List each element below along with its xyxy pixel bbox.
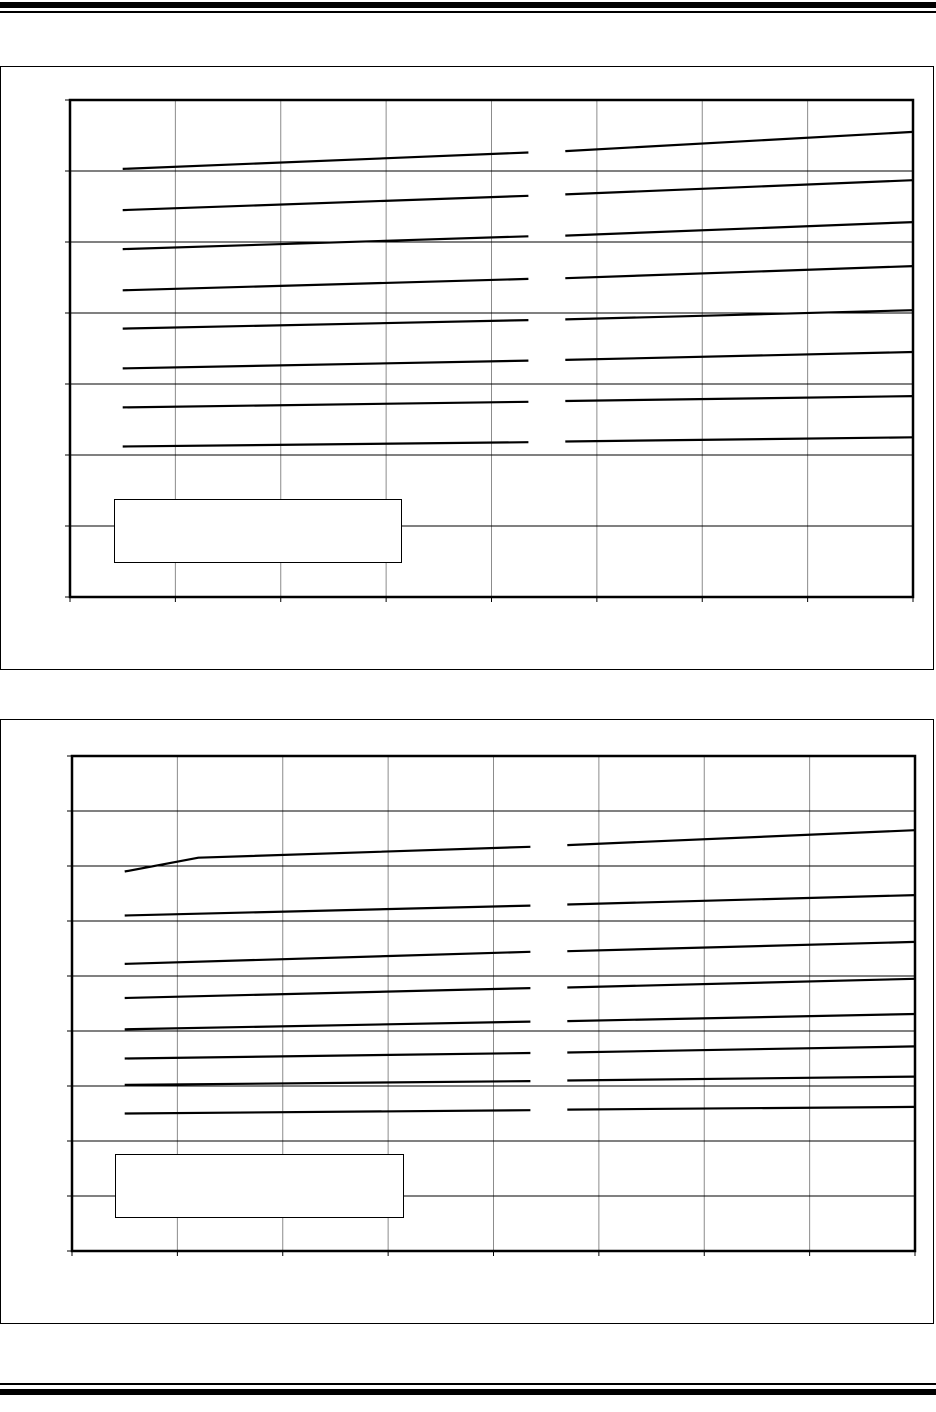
chart-2-series-3-line-right — [567, 942, 915, 951]
chart-1-series-4-line-left — [123, 279, 529, 290]
chart-1-legend-box — [114, 499, 402, 563]
chart-1-series-4-line-right — [565, 266, 913, 278]
chart-1-series-8-line-left — [123, 442, 529, 446]
chart-1-series-6-line-left — [123, 361, 529, 369]
chart-1-series-2-line-left — [123, 196, 529, 210]
chart-2-series-4-line-left — [125, 988, 531, 998]
chart-1-series-7-line-right — [565, 396, 913, 401]
chart-2-legend-box — [115, 1154, 404, 1218]
chart-2-series-2-line-left — [125, 906, 531, 916]
chart-2-series-7-line-right — [567, 1077, 915, 1081]
chart-panel-1 — [0, 66, 934, 670]
chart-2-series-6-line-right — [567, 1046, 915, 1052]
bottom-rule-thick — [0, 1389, 936, 1395]
chart-2-series-1-line-right — [567, 830, 915, 845]
chart-1-series-3-line-right — [565, 222, 913, 236]
chart-2-series-5-line-left — [125, 1022, 531, 1030]
chart-2-series-1-line-left — [125, 847, 531, 872]
top-rule-thick — [0, 2, 936, 8]
chart-1-series-1-line-left — [123, 153, 529, 169]
chart-2-series-3-line-left — [125, 952, 531, 964]
chart-1-series-2-line-right — [565, 180, 913, 194]
chart-panel-2 — [0, 719, 934, 1324]
chart-2 — [1, 720, 935, 1325]
chart-2-series-5-line-right — [567, 1014, 915, 1021]
chart-1-series-5-line-right — [565, 310, 913, 319]
chart-2-series-7-line-left — [125, 1081, 531, 1085]
chart-1-series-3-line-left — [123, 236, 529, 249]
chart-2-series-8-line-left — [125, 1110, 531, 1113]
chart-1-series-1-line-right — [565, 132, 913, 151]
chart-2-series-8-line-right — [567, 1107, 915, 1110]
chart-1-series-7-line-left — [123, 402, 529, 408]
chart-1-series-8-line-right — [565, 437, 913, 441]
top-rule-thin — [0, 11, 936, 13]
chart-2-series-4-line-right — [567, 979, 915, 988]
chart-1 — [1, 67, 935, 671]
bottom-rule-thin — [0, 1383, 936, 1385]
chart-2-series-2-line-right — [567, 895, 915, 904]
chart-1-series-5-line-left — [123, 320, 529, 329]
chart-1-series-6-line-right — [565, 352, 913, 360]
chart-2-series-6-line-left — [125, 1053, 531, 1059]
